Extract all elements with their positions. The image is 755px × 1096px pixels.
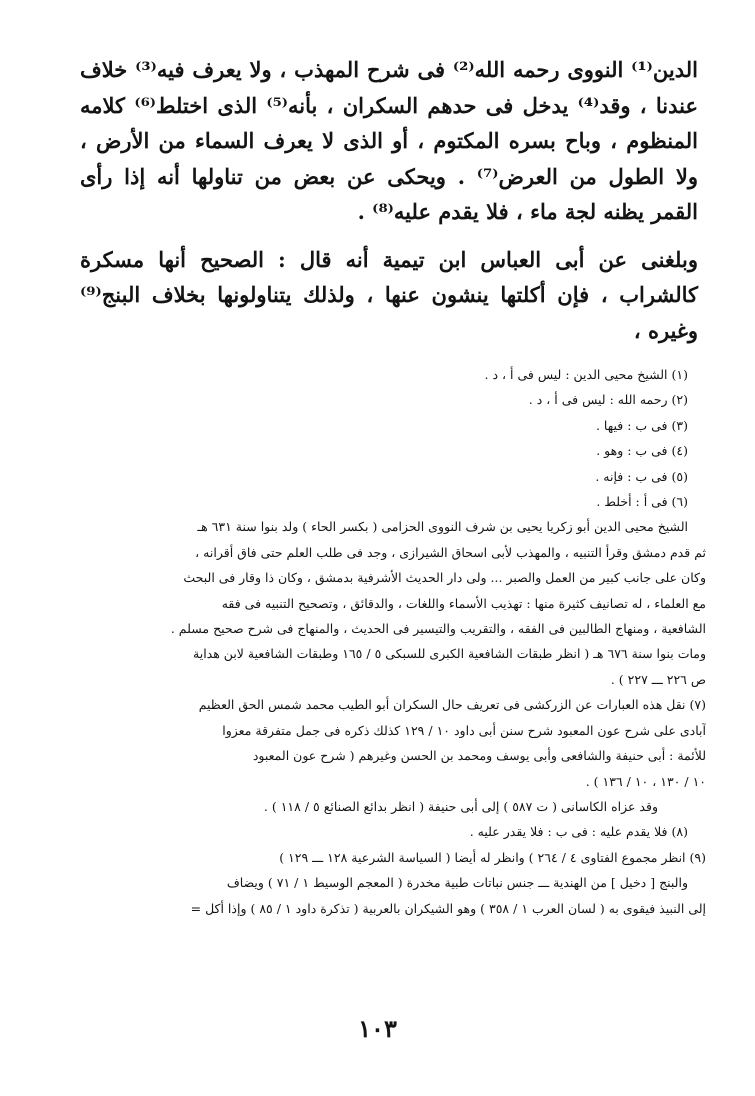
footnote-5: (٥) فى ب : فإنه . (595, 468, 688, 484)
footnote-line: ١٠ / ١٣٠ ، ١٠ / ١٣٦ ) . (585, 773, 706, 789)
main-paragraph-2: وبلغنى عن أبى العباس ابن تيمية أنه قال : الصحيح أنها مسكرة كالشراب ، فإن أكلتها ينشون عنها ، ولذلك يتناولونها بخلاف البنج⁽⁹⁾ وغيره ، (80, 246, 698, 343)
footnote-line: مع العلماء ، له تصانيف كثيرة منها : تهذيب الأسماء واللغات ، والدقائق ، وتصحيح التنبيه فى فقه (221, 595, 706, 611)
footnote-line: الشافعية ، ومنهاج الطالبين فى الفقه ، والتقريب والتيسير فى الحديث ، والمنهاج فى شرح صحيح مسلم . (170, 621, 706, 637)
footnote-6: (٦) فى أ : أخلط . (596, 494, 688, 510)
footnote-line: وكان على جانب كبير من العمل والصبر ... ولى دار الحديث الأشرفية بدمشق ، وكان ذا وقار فى البحث (183, 570, 706, 586)
footnote-8: (٨) فلا يقدم عليه : فى ب : فلا يقدر عليه . (469, 824, 688, 840)
footnote-line: للأئمة : أبى حنيفة والشافعى وأبى يوسف ومحمد بن الحسن وغيرهم ( شرح عون المعبود (252, 748, 706, 764)
footnote-4: (٤) فى ب : وهو . (596, 443, 688, 459)
footnote-2: (٢) رحمه الله : ليس فى أ ، د . (528, 392, 688, 408)
main-text (80, 52, 698, 348)
footnote-line: وقد عزاه الكاسانى ( ت ٥٨٧ ) إلى أبى حنيفة ( انظر بدائع الصنائع ٥ / ١١٨ ) . (263, 798, 658, 814)
footnote-1: (١) الشيخ محيى الدين : ليس فى أ ، د . (484, 367, 688, 382)
footnote-7: (٧) نقل هذه العبارات عن الزركشى فى تعريف حال السكران أبو الطيب محمد شمس الحق العظيم (198, 697, 706, 713)
page-number: ١٠٣ (358, 1014, 397, 1043)
footnote-line: آبادى على شرح عون المعبود شرح سنن أبى داود ١٠ / ١٢٩ كذلك ذكره فى جمل متفرقة معزوا (222, 722, 706, 738)
footnotes (64, 362, 706, 921)
footnote-line: ومات بنوا سنة ٦٧٦ هـ ( انظر طبقات الشافعية الكبرى للسبكى ٥ / ١٦٥ وطبقات الشافعية لابن هداية (193, 646, 706, 662)
footnote-line: ص ٢٢٦ ـــ ٢٢٧ ) . (610, 671, 706, 687)
footnote-line: إلى النبيذ فيقوى به ( لسان العرب ١ / ٣٥٨ ) وهو الشيكران بالعربية ( تذكرة داود ١ / ٨٥ ) وإذا أكل = (190, 900, 706, 916)
footnote-3: (٣) فى ب : فيها . (595, 417, 688, 433)
footnote-line: الشيخ محيى الدين أبو زكريا يحيى بن شرف النووى الحزامى ( بكسر الحاء ) ولد بنوا سنة ٦٣١ هـ (197, 519, 688, 535)
footnote-9: (٩) انظر مجموع الفتاوى ٤ / ٢٦٤ ) وانظر له أيضا ( السياسة الشرعية ١٢٨ ـــ ١٢٩ ) (279, 849, 706, 865)
main-paragraph-1: الدين⁽¹⁾ النووى رحمه الله⁽²⁾ فى شرح المهذب ، ولا يعرف فيه⁽³⁾ خلاف عندنا ، وقد⁽⁴⁾ يدخل فى حدهم السكران ، بأنه⁽⁵⁾ الذى اختلط⁽⁶⁾ كلامه المنظوم ، وباح بسره المكتوم ، أو الذى لا يعرف السماء من الأرض ، ولا الطول من العرض⁽⁷⁾ . ويحكى عن بعض من تناولها أنه إذا رأى القمر يظنه لجة ماء ، فلا يقدم عليه⁽⁸⁾ . (80, 57, 698, 224)
footnote-line: ثم قدم دمشق وقرأ التنبيه ، والمهذب لأبى اسحاق الشيرازى ، وجد فى طلب العلم حتى فاق أقرانه ، (195, 544, 706, 560)
footnote-line: والبنج [ دخيل ] من الهندية ـــ جنس نباتات طبية مخدرة ( المعجم الوسيط ١ / ٧١ ) ويضاف (226, 875, 688, 891)
